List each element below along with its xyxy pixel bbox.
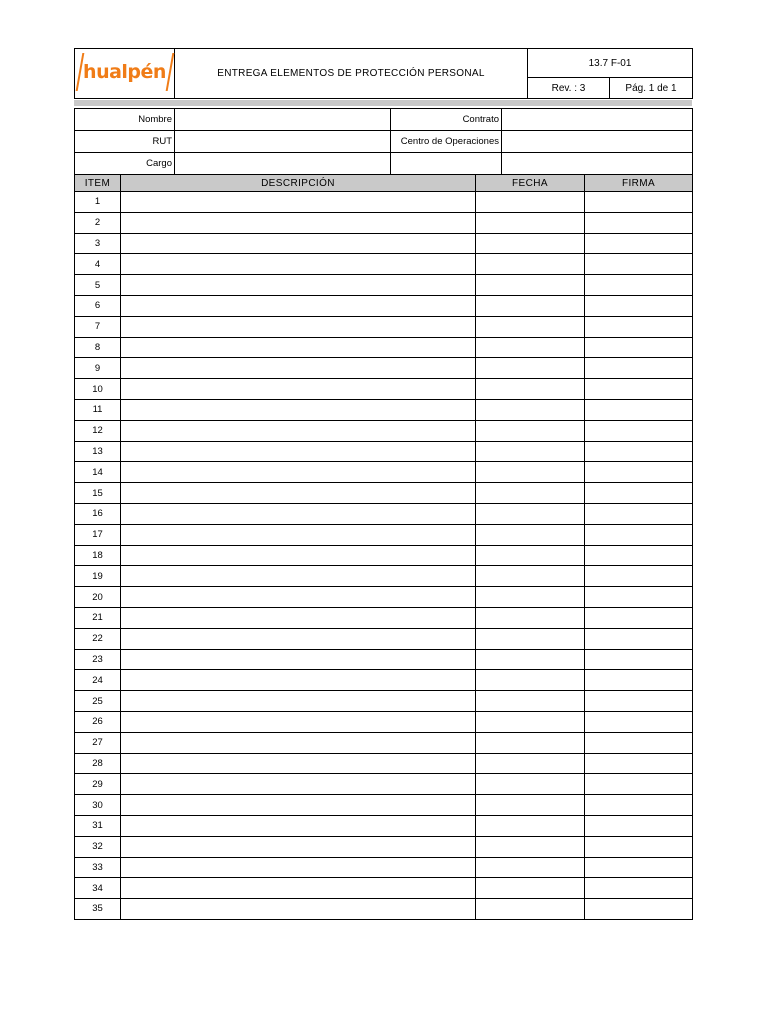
table-row	[75, 649, 693, 670]
rut-label: RUT	[75, 131, 175, 153]
table-row	[75, 441, 693, 462]
item-number: 31	[75, 815, 121, 836]
table-row	[75, 587, 693, 608]
firma-cell[interactable]	[585, 337, 693, 358]
firma-cell[interactable]	[585, 566, 693, 587]
descripcion-cell[interactable]	[121, 774, 476, 795]
fecha-cell[interactable]	[476, 441, 585, 462]
firma-cell[interactable]	[585, 815, 693, 836]
descripcion-cell[interactable]	[121, 275, 476, 296]
items-table-body	[75, 192, 693, 920]
fecha-cell[interactable]	[476, 691, 585, 712]
firma-cell[interactable]	[585, 857, 693, 878]
item-number: 1	[75, 192, 121, 213]
item-number: 13	[75, 441, 121, 462]
descripcion-cell[interactable]	[121, 628, 476, 649]
firma-cell[interactable]	[585, 545, 693, 566]
empty-cell	[502, 153, 693, 175]
descripcion-cell[interactable]	[121, 379, 476, 400]
firma-cell[interactable]	[585, 441, 693, 462]
firma-cell[interactable]	[585, 524, 693, 545]
descripcion-cell[interactable]	[121, 587, 476, 608]
firma-cell[interactable]	[585, 711, 693, 732]
firma-cell[interactable]	[585, 379, 693, 400]
item-number: 9	[75, 358, 121, 379]
item-column-header: ITEM	[75, 175, 121, 192]
table-row	[75, 399, 693, 420]
firma-cell[interactable]	[585, 732, 693, 753]
fecha-cell[interactable]	[476, 212, 585, 233]
descripcion-cell[interactable]	[121, 711, 476, 732]
item-number: 22	[75, 628, 121, 649]
firma-cell[interactable]	[585, 878, 693, 899]
descripcion-cell[interactable]	[121, 836, 476, 857]
fecha-cell[interactable]	[476, 795, 585, 816]
item-number: 4	[75, 254, 121, 275]
descripcion-cell[interactable]	[121, 815, 476, 836]
firma-cell[interactable]	[585, 295, 693, 316]
table-row	[75, 337, 693, 358]
page-number: Pág. 1 de 1	[610, 78, 693, 99]
firma-cell[interactable]	[585, 316, 693, 337]
table-row	[75, 628, 693, 649]
table-row	[75, 295, 693, 316]
table-row	[75, 899, 693, 920]
fecha-cell[interactable]	[476, 379, 585, 400]
item-number: 19	[75, 566, 121, 587]
item-number: 21	[75, 607, 121, 628]
items-table	[74, 174, 693, 920]
empty-cell	[391, 153, 502, 175]
firma-cell[interactable]	[585, 503, 693, 524]
firma-cell[interactable]	[585, 212, 693, 233]
firma-cell[interactable]	[585, 670, 693, 691]
firma-cell[interactable]	[585, 649, 693, 670]
item-number: 26	[75, 711, 121, 732]
descripcion-cell[interactable]	[121, 337, 476, 358]
firma-cell[interactable]	[585, 774, 693, 795]
item-number: 24	[75, 670, 121, 691]
fecha-cell[interactable]	[476, 192, 585, 213]
firma-column-header: FIRMA	[585, 175, 693, 192]
descripcion-column-header: DESCRIPCIÓN	[121, 175, 476, 192]
table-row	[75, 857, 693, 878]
contrato-field[interactable]	[502, 109, 693, 131]
firma-cell[interactable]	[585, 254, 693, 275]
item-number: 35	[75, 899, 121, 920]
fecha-cell[interactable]	[476, 774, 585, 795]
table-row	[75, 795, 693, 816]
fecha-cell[interactable]	[476, 295, 585, 316]
item-number: 27	[75, 732, 121, 753]
table-row	[75, 233, 693, 254]
firma-cell[interactable]	[585, 420, 693, 441]
fecha-cell[interactable]	[476, 628, 585, 649]
fecha-cell[interactable]	[476, 587, 585, 608]
rut-field[interactable]	[175, 131, 391, 153]
item-number: 18	[75, 545, 121, 566]
fecha-cell[interactable]	[476, 399, 585, 420]
descripcion-cell[interactable]	[121, 857, 476, 878]
item-number: 2	[75, 212, 121, 233]
revision-number: Rev. : 3	[528, 78, 610, 99]
table-row	[75, 545, 693, 566]
descripcion-cell[interactable]	[121, 732, 476, 753]
item-number: 14	[75, 462, 121, 483]
table-row	[75, 607, 693, 628]
descripcion-cell[interactable]	[121, 316, 476, 337]
firma-cell[interactable]	[585, 483, 693, 504]
descripcion-cell[interactable]	[121, 358, 476, 379]
fecha-cell[interactable]	[476, 732, 585, 753]
fecha-cell[interactable]	[476, 711, 585, 732]
firma-cell[interactable]	[585, 607, 693, 628]
fecha-cell[interactable]	[476, 483, 585, 504]
fecha-cell[interactable]	[476, 878, 585, 899]
item-number: 20	[75, 587, 121, 608]
item-number: 8	[75, 337, 121, 358]
item-number: 34	[75, 878, 121, 899]
descripcion-cell[interactable]	[121, 192, 476, 213]
item-number: 7	[75, 316, 121, 337]
descripcion-cell[interactable]	[121, 483, 476, 504]
fecha-cell[interactable]	[476, 545, 585, 566]
table-row	[75, 503, 693, 524]
descripcion-cell[interactable]	[121, 899, 476, 920]
logo-cell	[75, 49, 175, 99]
table-row	[75, 711, 693, 732]
item-number: 29	[75, 774, 121, 795]
firma-cell[interactable]	[585, 836, 693, 857]
fecha-cell[interactable]	[476, 462, 585, 483]
fecha-column-header: FECHA	[476, 175, 585, 192]
descripcion-cell[interactable]	[121, 670, 476, 691]
fecha-cell[interactable]	[476, 753, 585, 774]
descripcion-cell[interactable]	[121, 212, 476, 233]
firma-cell[interactable]	[585, 753, 693, 774]
firma-cell[interactable]	[585, 233, 693, 254]
table-row	[75, 524, 693, 545]
table-row	[75, 836, 693, 857]
descripcion-cell[interactable]	[121, 503, 476, 524]
item-number: 5	[75, 275, 121, 296]
table-row	[75, 358, 693, 379]
personal-info-table	[74, 108, 693, 175]
item-number: 12	[75, 420, 121, 441]
item-number: 10	[75, 379, 121, 400]
nombre-label: Nombre	[75, 109, 175, 131]
document-code: 13.7 F-01	[528, 49, 693, 78]
firma-cell[interactable]	[585, 399, 693, 420]
firma-cell[interactable]	[585, 795, 693, 816]
descripcion-cell[interactable]	[121, 441, 476, 462]
logo-text: hualpén	[83, 61, 166, 83]
nombre-field[interactable]	[175, 109, 391, 131]
firma-cell[interactable]	[585, 275, 693, 296]
descripcion-cell[interactable]	[121, 233, 476, 254]
item-number: 33	[75, 857, 121, 878]
fecha-cell[interactable]	[476, 358, 585, 379]
fecha-cell[interactable]	[476, 254, 585, 275]
item-number: 15	[75, 483, 121, 504]
descripcion-cell[interactable]	[121, 566, 476, 587]
table-row	[75, 254, 693, 275]
item-number: 23	[75, 649, 121, 670]
descripcion-cell[interactable]	[121, 399, 476, 420]
item-number: 28	[75, 753, 121, 774]
descripcion-cell[interactable]	[121, 524, 476, 545]
table-row	[75, 815, 693, 836]
item-number: 16	[75, 503, 121, 524]
fecha-cell[interactable]	[476, 899, 585, 920]
fecha-cell[interactable]	[476, 316, 585, 337]
table-row	[75, 316, 693, 337]
table-row	[75, 462, 693, 483]
item-number: 25	[75, 691, 121, 712]
fecha-cell[interactable]	[476, 566, 585, 587]
firma-cell[interactable]	[585, 691, 693, 712]
table-row	[75, 275, 693, 296]
table-row	[75, 670, 693, 691]
contrato-label: Contrato	[391, 109, 502, 131]
firma-cell[interactable]	[585, 192, 693, 213]
descripcion-cell[interactable]	[121, 691, 476, 712]
descripcion-cell[interactable]	[121, 753, 476, 774]
descripcion-cell[interactable]	[121, 795, 476, 816]
document-title: ENTREGA ELEMENTOS DE PROTECCIÓN PERSONAL	[175, 49, 528, 99]
fecha-cell[interactable]	[476, 275, 585, 296]
descripcion-cell[interactable]	[121, 878, 476, 899]
table-row	[75, 732, 693, 753]
header-separator	[74, 100, 692, 106]
table-row	[75, 212, 693, 233]
table-row	[75, 566, 693, 587]
item-number: 11	[75, 399, 121, 420]
table-row	[75, 192, 693, 213]
table-row	[75, 774, 693, 795]
fecha-cell[interactable]	[476, 337, 585, 358]
firma-cell[interactable]	[585, 628, 693, 649]
table-row	[75, 379, 693, 400]
fecha-cell[interactable]	[476, 670, 585, 691]
descripcion-cell[interactable]	[121, 462, 476, 483]
descripcion-cell[interactable]	[121, 607, 476, 628]
fecha-cell[interactable]	[476, 607, 585, 628]
table-row	[75, 691, 693, 712]
firma-cell[interactable]	[585, 587, 693, 608]
fecha-cell[interactable]	[476, 524, 585, 545]
cargo-label: Cargo	[75, 153, 175, 175]
table-row	[75, 753, 693, 774]
descripcion-cell[interactable]	[121, 649, 476, 670]
centro-operaciones-label: Centro de Operaciones	[391, 131, 502, 153]
company-logo	[79, 53, 171, 91]
item-number: 17	[75, 524, 121, 545]
document-header	[74, 48, 693, 99]
item-number: 6	[75, 295, 121, 316]
descripcion-cell[interactable]	[121, 545, 476, 566]
fecha-cell[interactable]	[476, 815, 585, 836]
descripcion-cell[interactable]	[121, 295, 476, 316]
cargo-field[interactable]	[175, 153, 391, 175]
descripcion-cell[interactable]	[121, 254, 476, 275]
table-row	[75, 878, 693, 899]
firma-cell[interactable]	[585, 899, 693, 920]
firma-cell[interactable]	[585, 462, 693, 483]
fecha-cell[interactable]	[476, 503, 585, 524]
table-row	[75, 420, 693, 441]
fecha-cell[interactable]	[476, 649, 585, 670]
fecha-cell[interactable]	[476, 233, 585, 254]
item-number: 30	[75, 795, 121, 816]
item-number: 32	[75, 836, 121, 857]
item-number: 3	[75, 233, 121, 254]
fecha-cell[interactable]	[476, 857, 585, 878]
fecha-cell[interactable]	[476, 420, 585, 441]
table-row	[75, 483, 693, 504]
fecha-cell[interactable]	[476, 836, 585, 857]
centro-operaciones-field[interactable]	[502, 131, 693, 153]
descripcion-cell[interactable]	[121, 420, 476, 441]
firma-cell[interactable]	[585, 358, 693, 379]
